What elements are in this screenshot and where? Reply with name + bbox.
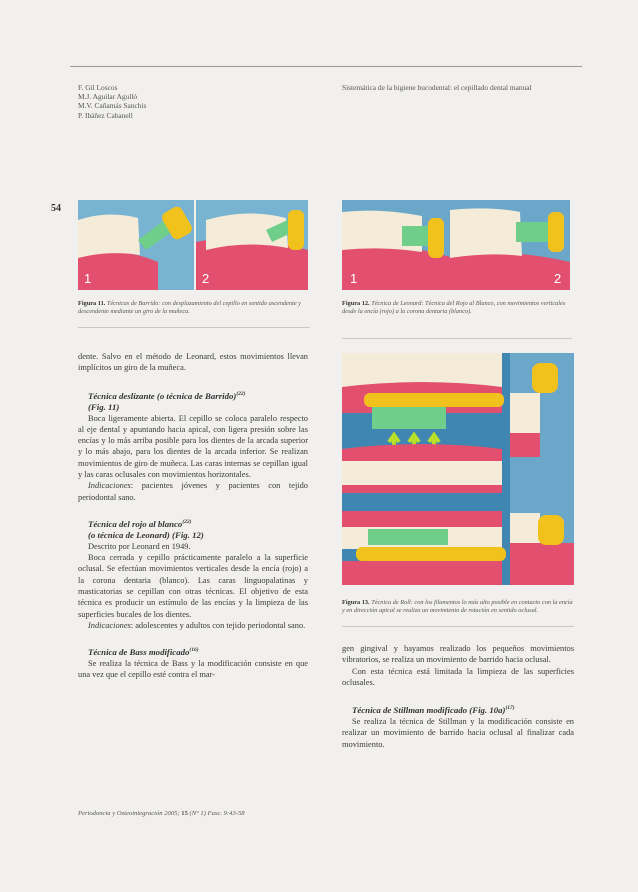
- panel-number: 1: [350, 271, 358, 286]
- figure-13-image: [342, 353, 574, 585]
- figure-11-panel-2: [196, 200, 308, 290]
- figure-caption-text: Técnica de Roll: con los filamentos lo más alto posible en contacto con la encía y en dirección apical se realiza un movimiento de rotación en sentido oclusal.: [342, 599, 573, 614]
- author: P. Ibáñez Cabanell: [78, 110, 133, 120]
- section-heading-figref: (Fig. 11): [88, 401, 120, 412]
- caption-rule: [342, 626, 574, 627]
- figure-caption-text: Técnicas de Barrido: con desplazamiento del cepillo en sentido ascendente y descendente mediante un giro de la muñeca.: [78, 300, 301, 315]
- figure-label: Figura 13.: [342, 599, 370, 606]
- indications: Indicaciones: adolescentes y adultos con tejido periodontal sano.: [88, 620, 306, 630]
- journal-footer: Periodoncia y Osteointegración 2005; 15 (N° 1) Fasc. 9:43-58: [78, 810, 245, 817]
- figure-label: Figura 11.: [78, 300, 106, 307]
- figure-caption-text: Técnica de Leonard: Técnica del Rojo al Blanco, con movimientos verticales desde la encía (rojo) a la corona dentaria (blanco).: [342, 300, 566, 315]
- paragraph: Se realiza la técnica de Bass y la modificación consiste en que una vez que el cepillo esté contra el mar-: [78, 659, 308, 680]
- paragraph: Descrito por Leonard en 1949.: [88, 541, 191, 551]
- figure-11-caption: [78, 300, 310, 316]
- author: M.J. Aguilar Agulló: [78, 92, 138, 102]
- paragraph: gen gingival y hayamos realizado los pequeños movimientos vibratorios, se realiza un movimiento de barrido hacia oclusal.: [342, 644, 574, 665]
- caption-rule: [342, 338, 572, 339]
- figure-11-panel-1: [78, 200, 194, 290]
- right-column: [342, 643, 574, 750]
- panel-number: 1: [84, 271, 92, 286]
- page-number: 54: [51, 203, 61, 214]
- section-heading: Técnica de Stillman modificado (Fig. 10a)$^{(17)}$: [352, 705, 515, 716]
- paragraph: dente. Salvo en el método de Leonard, estos movimientos llevan implícitos un giro de la muñeca.: [78, 352, 308, 373]
- caption-rule: [78, 327, 310, 328]
- paragraph: Boca ligeramente abierta. El cepillo se coloca paralelo respecto al eje dental y apuntando hacia apical, con ligera presión sobre las encías y lo más arriba posible para los dientes de la arcada superior y lo más abajo, para los dientes de la arcada inferior. Se realizan movimientos de giro de muñeca. Las caras internas se cepillan igual y las caras oclusales con movimientos horizontales.: [78, 413, 308, 479]
- author-list: [78, 83, 146, 120]
- section-heading: Técnica de Bass modificado$^{(16)}$: [88, 647, 199, 658]
- figure-12-panel-1: [342, 200, 454, 290]
- running-title: Sistemática de la higiene bucodental: el cepillado dental manual: [342, 83, 532, 92]
- panel-number: 2: [554, 271, 562, 286]
- section-heading-line2: (o técnica de Leonard) (Fig. 12): [88, 529, 204, 540]
- left-column: [78, 351, 308, 681]
- paragraph: Se realiza la técnica de Stillman y la modificación consiste en realizar un movimiento de barrido hacia oclusal al finalizar cada movimiento.: [342, 717, 574, 749]
- paragraph: Boca cerrada y cepillo prácticamente paralelo a la superficie oclusal. Se efectúan movimientos verticales desde la encía (rojo) a la corona dentaria (blanco). Las caras linguopalatinas y masticatorias se cepillan con otras técnicas. El objetivo de esta técnica es producir un estímulo de las encías y la limpieza de las superficies bucales de los dientes.: [78, 553, 308, 619]
- panel-number: 2: [202, 271, 210, 286]
- section-heading: Técnica del rojo al blanco$^{(22)}$: [88, 518, 192, 529]
- paragraph: Con esta técnica está limitada la limpieza de las superficies oclusales.: [342, 666, 574, 687]
- figure-12-panel-2: [450, 200, 570, 290]
- author: M.V. Cañamás Sanchis: [78, 101, 147, 111]
- header-rule: [70, 66, 582, 67]
- author: F. Gil Loscos: [78, 83, 118, 92]
- indications: Indicaciones: pacientes jóvenes y pacientes con tejido periodontal sano.: [78, 481, 308, 502]
- figure-13-caption: [342, 599, 574, 615]
- section-heading: Técnica deslizante (o técnica de Barrido)$^{(22)}$: [88, 390, 246, 401]
- figure-12-caption: [342, 300, 572, 316]
- figure-label: Figura 12.: [342, 300, 370, 307]
